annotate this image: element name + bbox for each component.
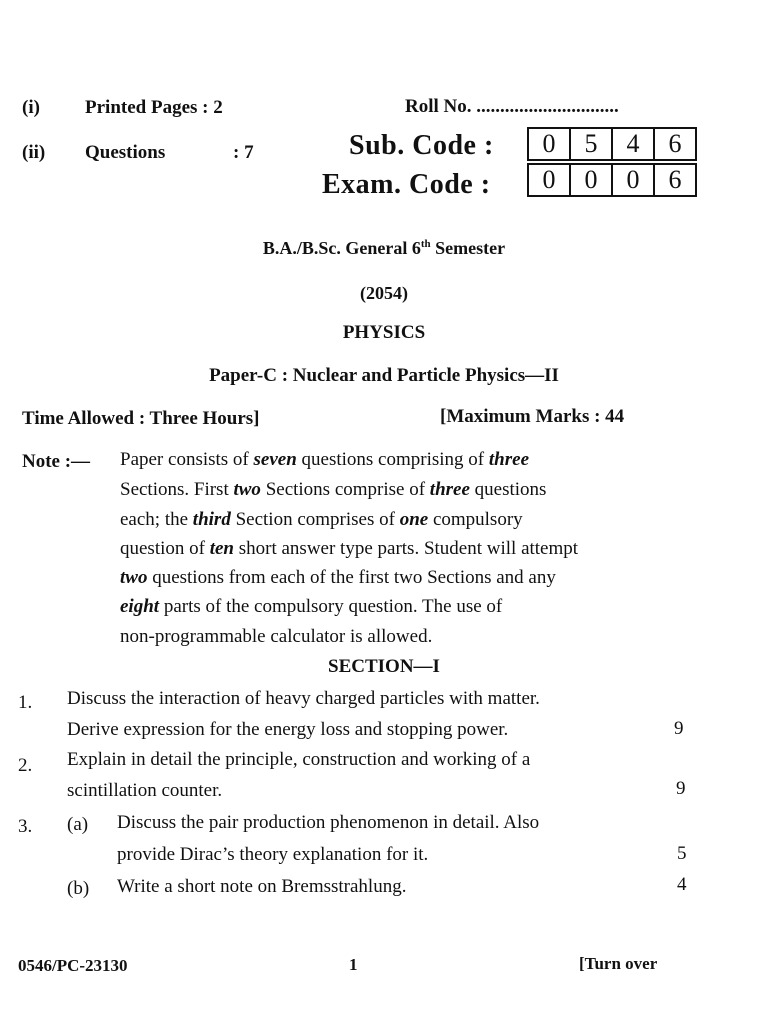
question-number: 2. bbox=[18, 755, 33, 776]
exam-code-digit: 6 bbox=[653, 165, 695, 195]
note-label: Note :— bbox=[22, 451, 91, 472]
course-title: B.A./B.Sc. General 6th Semester bbox=[262, 238, 506, 258]
exam-code-label: Exam. Code : bbox=[322, 169, 491, 200]
page-number: 1 bbox=[349, 955, 358, 974]
sub-code-label: Sub. Code : bbox=[349, 130, 494, 161]
note-line: Paper consists of seven questions comprising of three bbox=[120, 449, 529, 470]
note-line: non-programmable calculator is allowed. bbox=[120, 626, 433, 647]
sub-code-digit: 5 bbox=[569, 129, 611, 159]
question-marks: 9 bbox=[674, 718, 684, 739]
exam-code-digit: 0 bbox=[542, 165, 556, 194]
note-line: question of ten short answer type parts. Student will attempt bbox=[120, 538, 579, 559]
question-number: 3. bbox=[18, 816, 33, 837]
question-text-line: Explain in detail the principle, construction and working of a bbox=[67, 749, 531, 770]
question-marks: 4 bbox=[677, 874, 687, 895]
questions-number: (ii) bbox=[22, 142, 46, 163]
question-text-line: Derive expression for the energy loss and stopping power. bbox=[67, 719, 509, 740]
note-line: two questions from each of the first two Sections and any bbox=[120, 567, 556, 588]
question-text-line: scintillation counter. bbox=[67, 780, 223, 801]
exam-code-boxes bbox=[527, 163, 697, 197]
note-line: Sections. First two Sections comprise of three questions bbox=[120, 479, 547, 500]
paper-year: (2054) bbox=[360, 283, 408, 303]
printed-pages-number: (i) bbox=[22, 97, 40, 118]
paper-title: Paper-C : Nuclear and Particle Physics—II bbox=[209, 365, 559, 386]
printed-pages: Printed Pages : 2 bbox=[85, 97, 223, 118]
exam-code-digit: 0 bbox=[611, 165, 653, 195]
sub-code-boxes bbox=[527, 127, 697, 161]
subject-title: PHYSICS bbox=[342, 322, 426, 343]
questions-label: Questions bbox=[85, 142, 166, 163]
time-allowed: Time Allowed : Three Hours] bbox=[22, 408, 260, 429]
question-text-line: provide Dirac’s theory explanation for it. bbox=[117, 844, 429, 865]
section-heading: SECTION—I bbox=[328, 656, 440, 677]
questions-value: : 7 bbox=[233, 142, 254, 163]
question-marks: 9 bbox=[676, 778, 686, 799]
paper-code: 0546/PC-23130 bbox=[18, 956, 128, 975]
question-marks: 5 bbox=[677, 843, 687, 864]
note-line: eight parts of the compulsory question. The use of bbox=[120, 596, 503, 617]
question-text-line: Discuss the pair production phenomenon in detail. Also bbox=[117, 812, 540, 833]
question-part-label: (a) bbox=[67, 814, 89, 835]
turn-over: [Turn over bbox=[579, 954, 658, 973]
maximum-marks: [Maximum Marks : 44 bbox=[440, 406, 625, 427]
question-text-line: Write a short note on Bremsstrahlung. bbox=[117, 876, 407, 897]
sub-code-digit: 0 bbox=[542, 129, 556, 158]
question-part-label: (b) bbox=[67, 878, 90, 899]
question-number: 1. bbox=[18, 692, 33, 713]
note-line: each; the third Section comprises of one compulsory bbox=[120, 509, 523, 530]
question-text-line: Discuss the interaction of heavy charged particles with matter. bbox=[67, 688, 540, 709]
roll-no: Roll No. .............................. bbox=[405, 96, 619, 117]
sub-code-digit: 4 bbox=[611, 129, 653, 159]
sub-code-digit: 6 bbox=[653, 129, 695, 159]
exam-code-digit: 0 bbox=[569, 165, 611, 195]
